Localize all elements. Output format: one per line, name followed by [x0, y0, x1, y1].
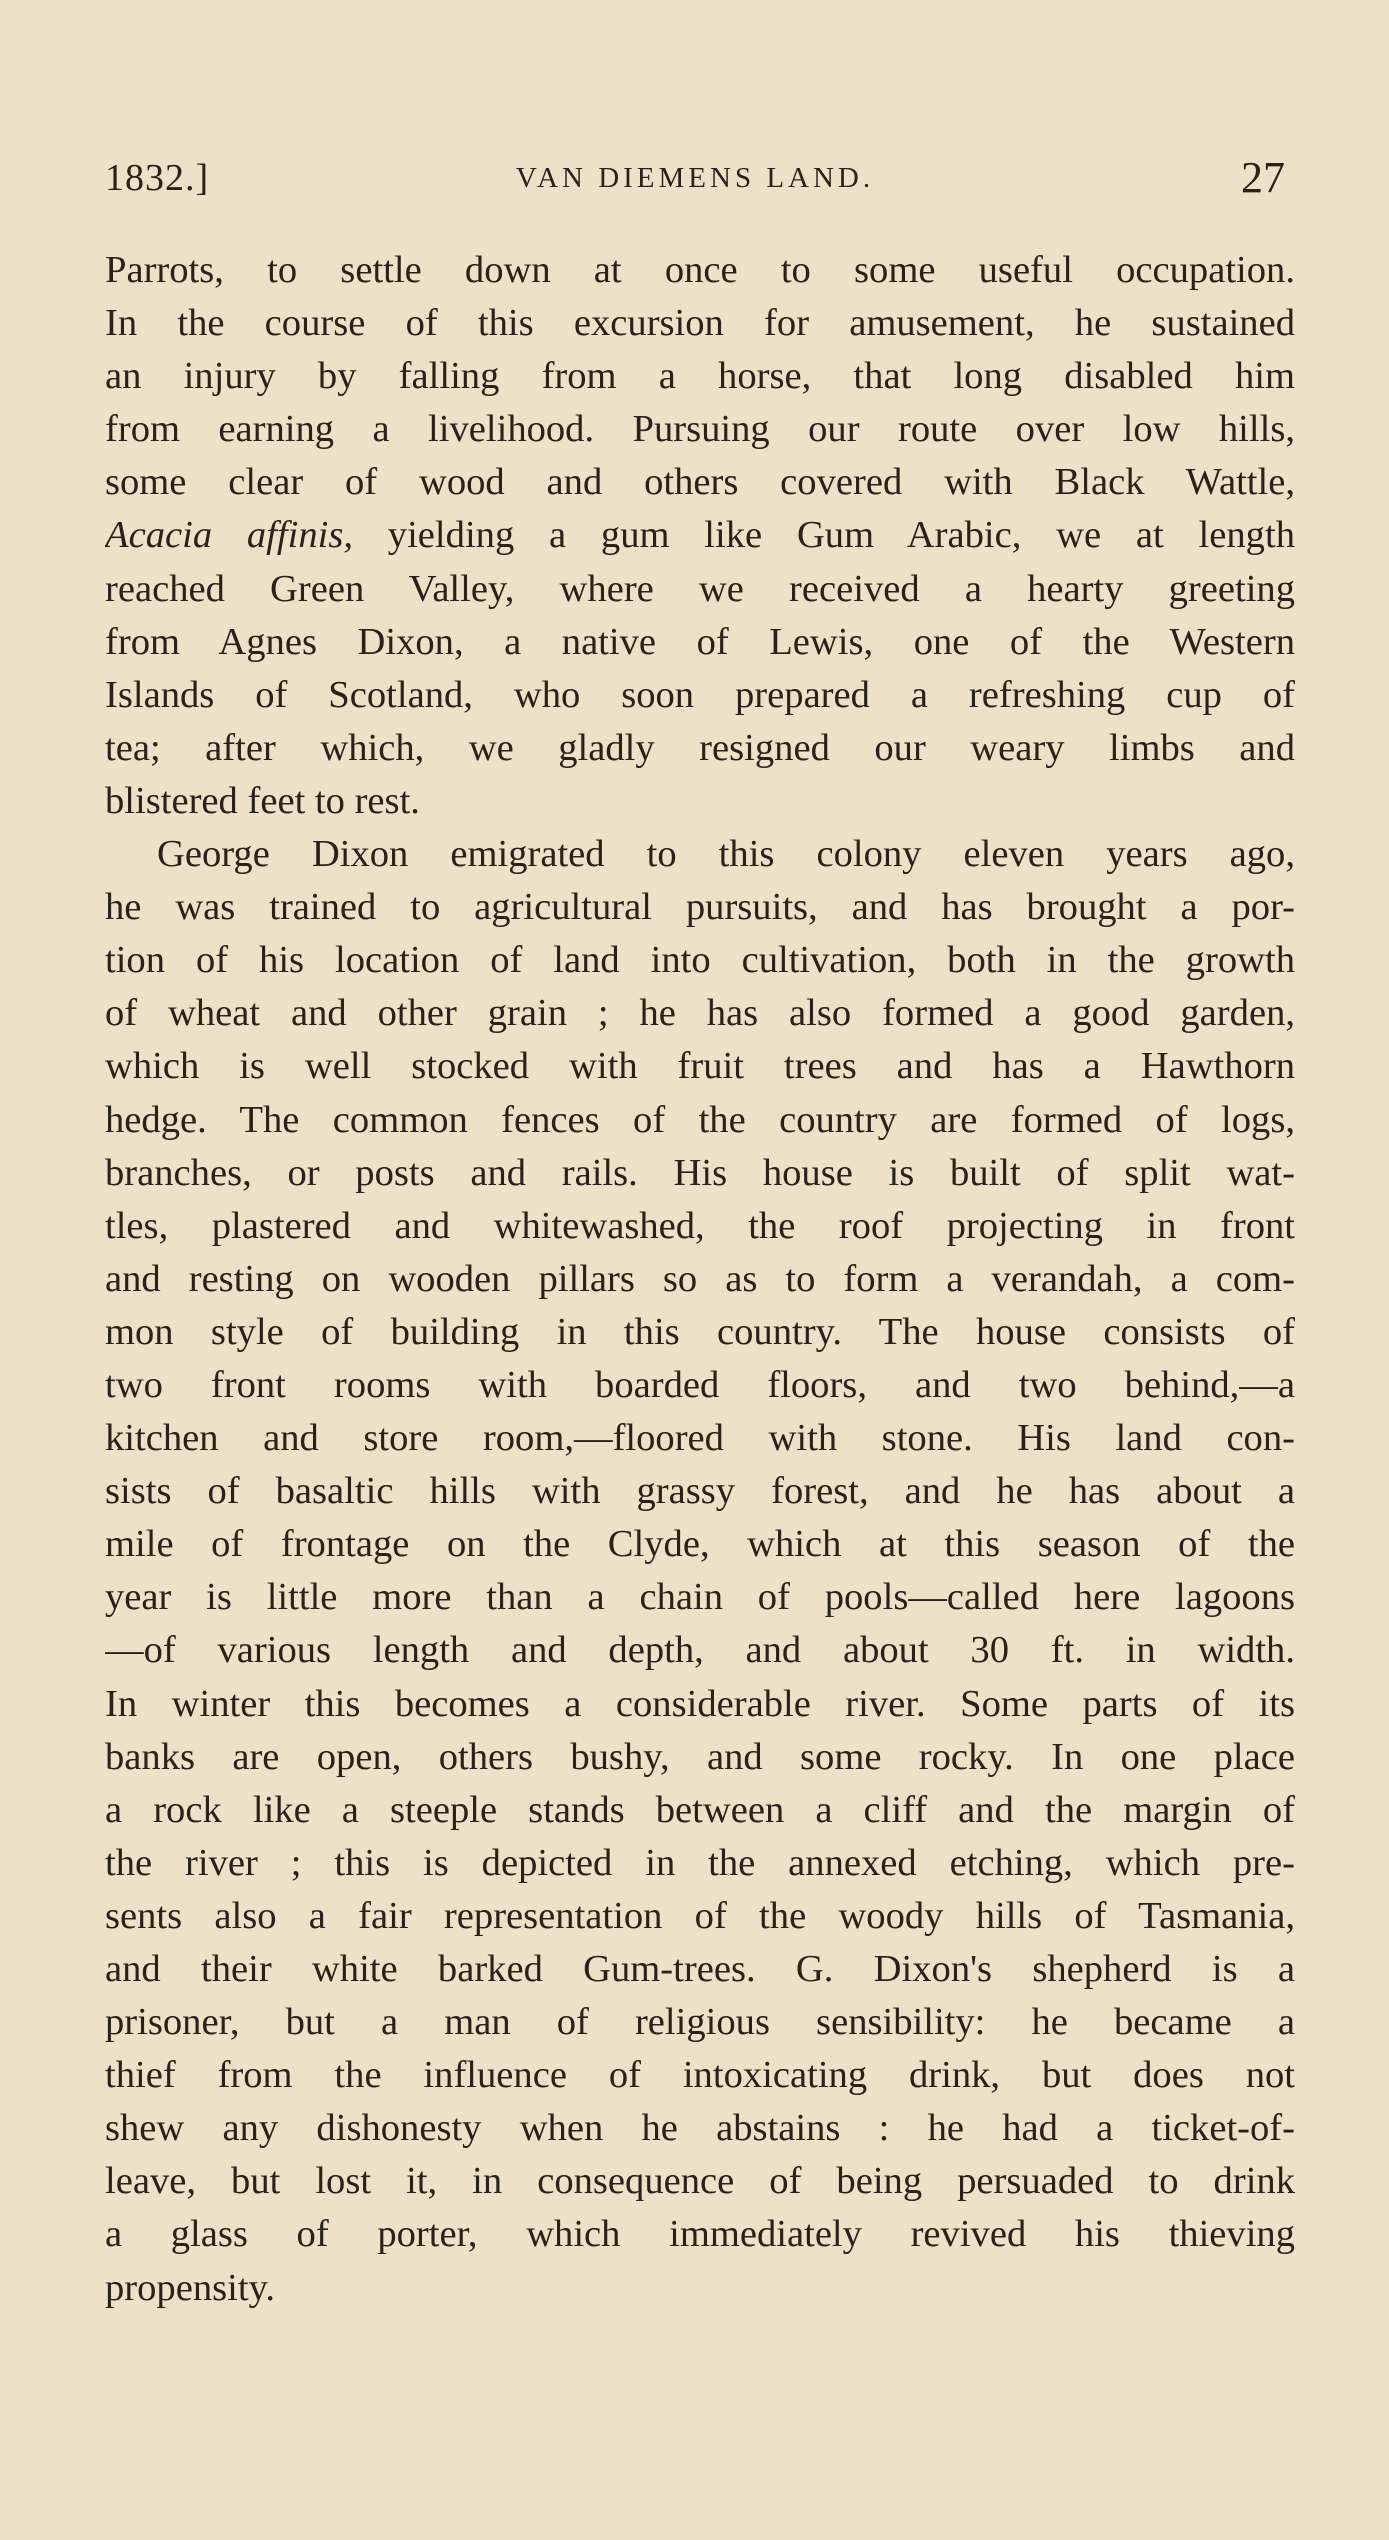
text-line: prisoner, but a man of religious sensibility: he became a	[105, 2001, 1295, 2044]
text-line: Islands of Scotland, who soon prepared a refreshing cup of	[105, 673, 1295, 716]
text-line-rest: yielding a gum like Gum Arabic, we at length	[353, 514, 1295, 557]
header-year: 1832.]	[105, 157, 210, 199]
text-line: a rock like a steeple stands between a cliff and the margin of	[105, 1788, 1295, 1831]
text-line: an injury by falling from a horse, that long disabled him	[105, 355, 1295, 398]
text-line: hedge. The common fences of the country are formed of logs,	[105, 1098, 1295, 1141]
text-line: tea; after which, we gladly resigned our weary limbs and	[105, 726, 1295, 769]
text-line: banks are open, others bushy, and some rocky. In one place	[105, 1735, 1295, 1778]
text-line: from Agnes Dixon, a native of Lewis, one of the Western	[105, 620, 1295, 663]
text-line: some clear of wood and others covered with Black Wattle,	[105, 461, 1295, 504]
text-line: of wheat and other grain ; he has also formed a good garden,	[105, 992, 1295, 1035]
text-line: reached Green Valley, where we received a hearty greeting	[105, 567, 1295, 610]
text-line: George Dixon emigrated to this colony eleven years ago,	[157, 833, 1295, 876]
text-line: and their white barked Gum-trees. G. Dixon's shepherd is a	[105, 1948, 1295, 1990]
body-text	[105, 244, 1295, 2315]
text-line: leave, but lost it, in consequence of being persuaded to drink	[105, 2160, 1295, 2203]
text-line: shew any dishonesty when he abstains : he had a ticket-of-	[105, 2107, 1295, 2150]
text-line: sents also a fair representation of the woody hills of Tasmania,	[105, 1894, 1295, 1937]
text-line: which is well stocked with fruit trees and has a Hawthorn	[105, 1045, 1295, 1088]
text-line: propensity.	[105, 2266, 276, 2309]
text-line: branches, or posts and rails. His house is built of split wat-	[105, 1151, 1295, 1194]
text-line: and resting on wooden pillars so as to form a verandah, a com-	[105, 1257, 1295, 1300]
text-line: he was trained to agricultural pursuits, and has brought a por-	[105, 886, 1295, 929]
text-line: a glass of porter, which immediately revived his thieving	[105, 2213, 1295, 2256]
header-title: VAN DIEMENS LAND.	[515, 162, 875, 194]
text-line: blistered feet to rest.	[105, 779, 420, 822]
italic-species-name: Acacia affinis,	[105, 514, 354, 557]
text-line: mile of frontage on the Clyde, which at this season of the	[105, 1523, 1295, 1566]
text-line: thief from the influence of intoxicating drink, but does not	[105, 2054, 1295, 2097]
text-line: the river ; this is depicted in the annexed etching, which pre-	[105, 1841, 1295, 1884]
text-line: sists of basaltic hills with grassy forest, and he has about a	[105, 1470, 1295, 1513]
running-header	[105, 148, 1285, 208]
text-line: kitchen and store room,—floored with stone. His land con-	[105, 1417, 1295, 1460]
text-line: tles, plastered and whitewashed, the roof projecting in front	[105, 1204, 1295, 1247]
text-line: In winter this becomes a considerable river. Some parts of its	[105, 1682, 1295, 1725]
text-line: In the course of this excursion for amusement, he sustained	[105, 302, 1295, 345]
text-line	[105, 509, 1295, 562]
text-line: year is little more than a chain of pools—called here lagoons	[105, 1576, 1295, 1619]
text-line: Parrots, to settle down at once to some useful occupation.	[105, 249, 1295, 291]
text-line: tion of his location of land into cultivation, both in the growth	[105, 939, 1295, 982]
text-line: two front rooms with boarded floors, and two behind,—a	[105, 1363, 1295, 1406]
text-line: mon style of building in this country. The house consists of	[105, 1310, 1295, 1353]
text-line: —of various length and depth, and about 30 ft. in width.	[105, 1629, 1295, 1672]
page-number: 27	[1241, 153, 1285, 202]
text-line: from earning a livelihood. Pursuing our route over low hills,	[105, 408, 1295, 451]
